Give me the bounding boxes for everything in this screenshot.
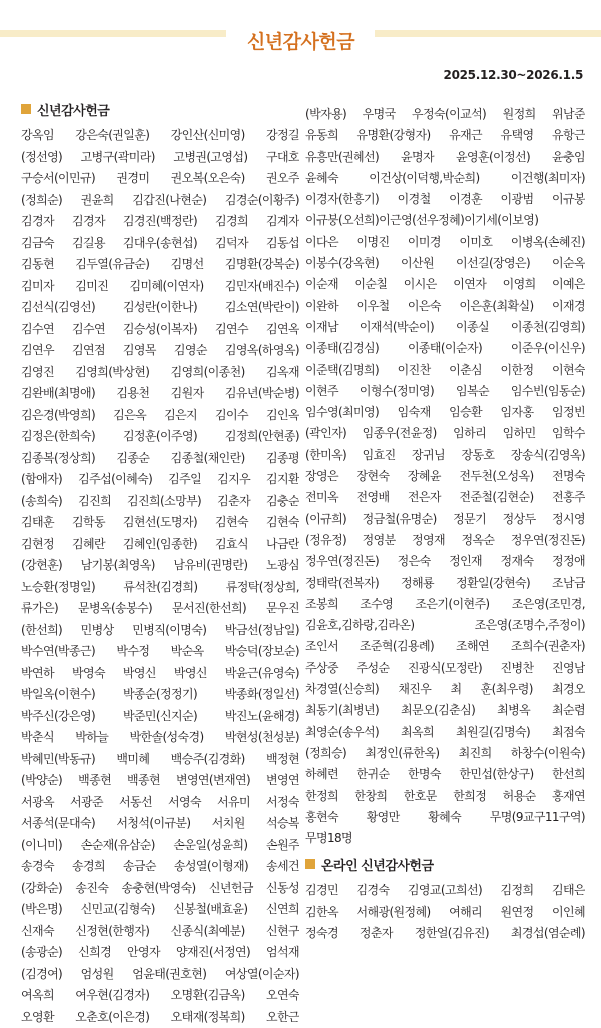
donor-line: 이준택(김명희) 이진찬 이춘심 이한정 이현숙 [305, 360, 585, 381]
donor-line: 김수연 김수연 김승성(이복자) 김연수 김연옥 [21, 319, 299, 341]
right-column [305, 104, 585, 944]
donor-line: 이봉수(강옥현) 이산원 이선길(장영은) 이순옥 [305, 253, 585, 274]
donor-line: 조봉희 조수영 조은기(이현주) 조은영(조민경, [305, 594, 585, 615]
donor-line: 이종태(김경심) 이종태(이순자) 이준우(이신우) [305, 338, 585, 359]
donor-line: 김윤호,김하랑,김라온) 조은영(조명수,주정이) [305, 615, 585, 636]
donor-line: 노승환(정명일) 류석찬(김경희) 류정탁(정상희, [21, 577, 299, 599]
donor-line: 이규붕(오선희)이근영(선우정혜)이기세(이보영) [305, 210, 585, 231]
donor-line: 홍현숙 황영만 황혜숙 무명(9교구11구역) [305, 807, 585, 828]
donor-line: 김한옥 서해광(원정혜) 여해리 원연정 이인혜 [305, 902, 585, 923]
donor-line: 한정희 한창희 한호문 한희정 허용순 홍재연 [305, 786, 585, 807]
donor-line: 박춘식 박하늘 박한솔(성숙경) 박현성(천성분) [21, 727, 299, 749]
donor-line: 김종복(정상희) 김종순 김종철(채인란) 김종평 [21, 448, 299, 470]
donor-line: 김연우 김연점 김영목 김영순 김영옥(하영옥) [21, 340, 299, 362]
title-box [226, 22, 375, 58]
donor-line: 전미옥 전영배 전은자 전준철(김현순) 전홍주 [305, 487, 585, 508]
donor-line: (정선영) 고병구(곽미라) 고병권(고영섭) 구대호 [21, 147, 299, 169]
donor-line: 이경자(한흥기) 이경철 이경훈 이광범 이규봉 [305, 189, 585, 210]
donor-list-left [21, 125, 299, 1028]
donor-line: 박주신(강은영) 박준민(신지순) 박진노(윤해경) [21, 706, 299, 728]
donor-line: 김영진 김영희(박상현) 김영희(이종천) 김옥재 [21, 362, 299, 384]
donor-line: 구승서(이민규) 권경미 권오복(오은숙) 권오주 [21, 168, 299, 190]
donor-line: (박은명) 신민교(김형숙) 신봉철(배효윤) 신연희 [21, 899, 299, 921]
page-title: 신년감사헌금 [247, 27, 354, 54]
donor-line: 이순재 이순칠 이시은 이연자 이영희 이예은 [305, 274, 585, 295]
donor-line: 김동현 김두열(유금순) 김명선 김명환(강복순) [21, 254, 299, 276]
donor-line: 김정은(한희숙) 김정훈(이주영) 김정희(안현종) [21, 426, 299, 448]
donor-line: 정우연(정진돈) 정은숙 정인재 정재숙 정정애 [305, 551, 585, 572]
donor-line: 오영환 오춘호(이은경) 오태재(정복희) 오한근 [21, 1007, 299, 1028]
donor-line: (한선희) 민병상 민병직(이명숙) 박금선(정남일) [21, 620, 299, 642]
donor-line: 여옥희 여우현(김경자) 오명환(김금옥) 오연숙 [21, 985, 299, 1007]
donor-line: 강옥임 강은숙(권일훈) 강인산(신미영) 강정길 [21, 125, 299, 147]
square-bullet-icon [21, 104, 31, 114]
donor-line: 최영순(송우석) 최옥희 최원길(김명숙) 최점숙 [305, 722, 585, 743]
section-title: 온라인 신년감사헌금 [321, 855, 434, 874]
donor-line: 김경민 김경숙 김영교(고희선) 김정희 김태은 [305, 880, 585, 901]
donor-line: (이규희) 정금철(유명순) 정문기 정상두 정시영 [305, 509, 585, 530]
donor-line: 최동기(최병년) 최문오(김춘심) 최병옥 최순렴 [305, 700, 585, 721]
donor-line: (정유정) 정영분 정영재 정옥순 정우연(정진돈) [305, 530, 585, 551]
donor-line: 하혜련 한귀순 한명숙 한민섭(한상구) 한선희 [305, 764, 585, 785]
donor-line: 이현주 이형수(정미영) 임복순 임수빈(임동순) [305, 381, 585, 402]
donor-line: (박자용) 우명국 우정숙(이교석) 원정희 위남준 [305, 104, 585, 125]
donor-list-right [305, 104, 585, 849]
donor-line: (송광순) 신희경 안영자 양재진(서정연) 엄석재 [21, 942, 299, 964]
donor-line: (정희순) 권윤희 김갑진(나현순) 김경순(이황주) [21, 190, 299, 212]
donor-line: (한미옥) 임효진 장귀님 장동호 장송식(김영옥) [305, 445, 585, 466]
donor-line: 정숙경 정춘자 정한얼(김유진) 최경섭(염순례) [305, 923, 585, 944]
donor-line: 임수영(최미영) 임숙재 임승환 임자홍 임정빈 [305, 402, 585, 423]
donor-line: 송경숙 송경희 송금순 송성열(이형재) 송세건 [21, 856, 299, 878]
donor-line: 유흥만(권혜선) 윤명자 윤영훈(이정선) 윤충임 [305, 147, 585, 168]
title-banner [0, 0, 601, 60]
donor-line: (김경여) 엄성원 엄윤태(권호현) 여상열(이순자) [21, 964, 299, 986]
donor-line: 유동희 유명환(강형자) 유재근 유택영 유항근 [305, 125, 585, 146]
donor-line: 윤혜숙 이건상(이덕행,박순희) 이건행(최미자) [305, 168, 585, 189]
donor-line: 장영은 장현숙 장혜윤 전두천(오성옥) 전명숙 [305, 466, 585, 487]
donor-line: 정태락(전복자) 정해룡 정환일(강현숙) 조남금 [305, 573, 585, 594]
donor-line: 주상중 주성순 진광식(모정란) 진병찬 진영남 [305, 658, 585, 679]
donor-line: 무명18명 [305, 828, 585, 849]
donor-line: 김태훈 김학동 김현선(도명자) 김현숙 김현숙 [21, 512, 299, 534]
donor-line: (강현훈) 남기봉(최영옥) 남유비(권명란) 노광심 [21, 555, 299, 577]
donor-line: 서광옥 서광준 서동선 서영숙 서유미 서정숙 [21, 792, 299, 814]
donor-line: (박양순) 백종현 백종현 변영연(변재연) 변영연 [21, 770, 299, 792]
section-heading-offering [21, 99, 299, 119]
donor-line: 박일옥(이현수) 박종순(정정기) 박종화(정일선) [21, 684, 299, 706]
donor-line: 박수연(박종근) 박수정 박순옥 박승덕(장보순) [21, 641, 299, 663]
donor-line: 서종석(문대숙) 서청석(이규분) 서치원 석승복 [21, 813, 299, 835]
donor-line: 류가은) 문병옥(송봉수) 문서진(한선희) 문우진 [21, 598, 299, 620]
donor-line: 박연하 박영숙 박영신 박영신 박윤근(유영숙) [21, 663, 299, 685]
donor-line: (강화순) 송진숙 송충현(박영숙) 신년헌금 신동성 [21, 878, 299, 900]
donor-line: 이다은 이명진 이미경 이미호 이병옥(손혜진) [305, 232, 585, 253]
donor-line: 차경열(신승희) 채진우 최 훈(최우령) 최경오 [305, 679, 585, 700]
donor-line: 김금숙 김길용 김대우(송현섭) 김덕자 김동섭 [21, 233, 299, 255]
donor-line: 이재남 이재석(박순이) 이종실 이종천(김영희) [305, 317, 585, 338]
donor-line: 김은경(박영희) 김은옥 김은지 김이수 김인옥 [21, 405, 299, 427]
section-heading-online [305, 854, 585, 874]
donor-line: 김완배(최명애) 김용천 김원자 김유년(박순병) [21, 383, 299, 405]
left-column [21, 99, 299, 1028]
date-range: 2025.12.30~2026.1.5 [444, 68, 583, 82]
section-title: 신년감사헌금 [37, 100, 109, 119]
donor-line: 이완하 이우철 이은숙 이은훈(최확실) 이재경 [305, 296, 585, 317]
donor-line: 조인서 조준혁(김용례) 조해연 조희수(권춘자) [305, 636, 585, 657]
donor-line: 신재숙 신정현(한행자) 신종식(최예분) 신현구 [21, 921, 299, 943]
donor-line: (정희승) 최정인(류한옥) 최진희 하창수(이원숙) [305, 743, 585, 764]
donor-list-online [305, 880, 585, 944]
donor-line: (송희숙) 김진희 김진희(소망부) 김춘자 김충순 [21, 491, 299, 513]
donor-line: 박혜민(박동규) 백미혜 백승주(김경화) 백정현 [21, 749, 299, 771]
donor-line: 김경자 김경자 김경진(백정란) 김경희 김계자 [21, 211, 299, 233]
square-bullet-icon [305, 859, 315, 869]
donor-line: (이니미) 손순재(유삼순) 손운일(성윤희) 손원주 [21, 835, 299, 857]
donor-line: 김선식(김영선) 김성란(이한나) 김소연(박란이) [21, 297, 299, 319]
donor-line: 김현정 김혜란 김혜인(임종한) 김효식 나금란 [21, 534, 299, 556]
donor-line: (곽인자) 임종우(전윤정) 임하리 임하민 임학수 [305, 423, 585, 444]
donor-line: (함애자) 김주섭(이혜숙) 김주일 김지우 김지환 [21, 469, 299, 491]
donor-line: 김미자 김미진 김미혜(이연자) 김민자(배진수) [21, 276, 299, 298]
